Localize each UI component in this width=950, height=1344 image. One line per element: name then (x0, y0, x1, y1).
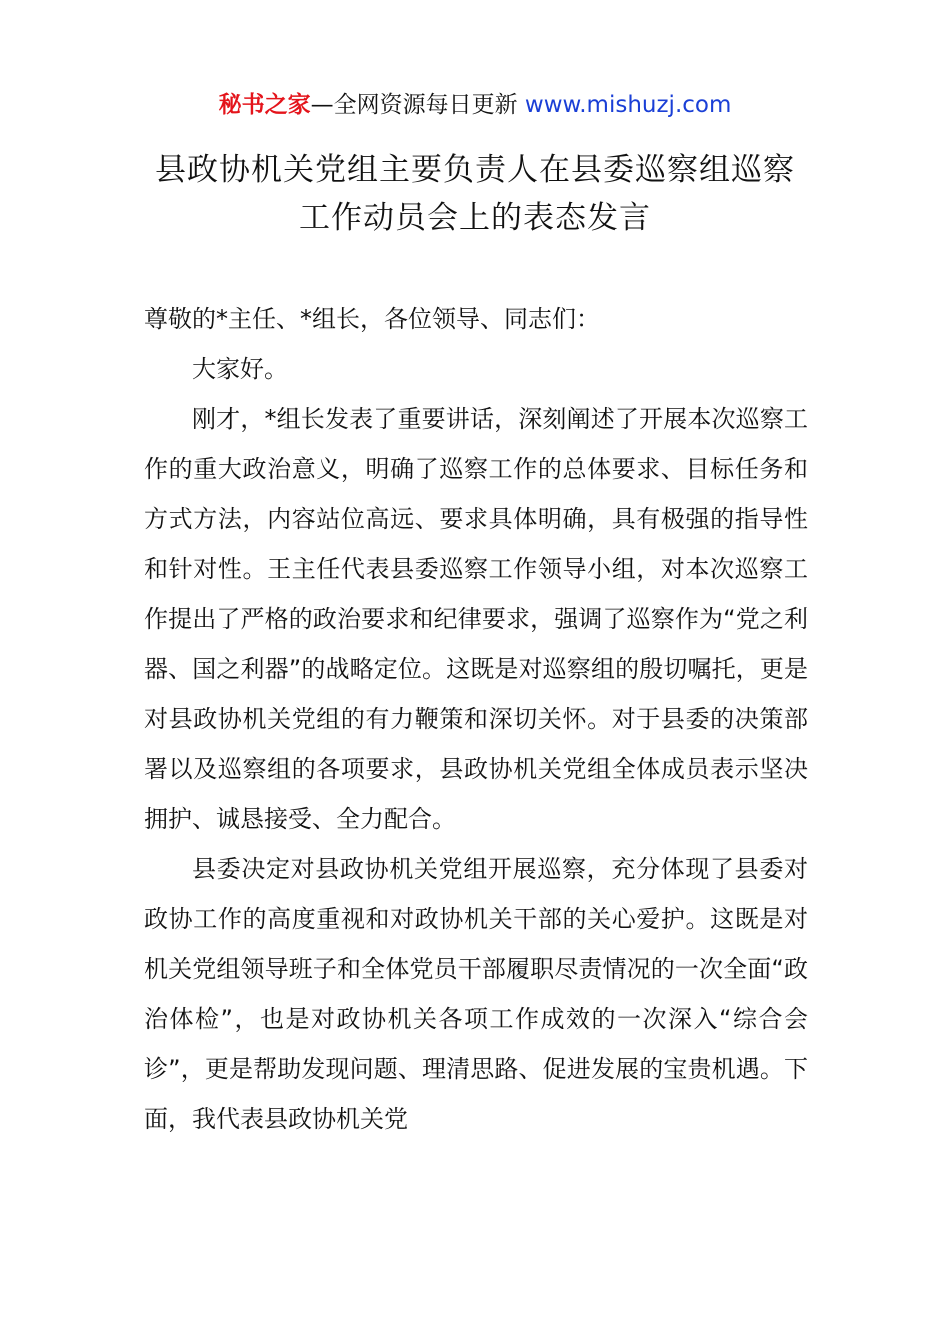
paragraph-greeting: 大家好。 (192, 355, 288, 383)
document-body (144, 294, 808, 1144)
salutation: 尊敬的*主任、*组长，各位领导、同志们： (144, 305, 600, 333)
paragraph-speech-response: 刚才，*组长发表了重要讲话，深刻阐述了开展本次巡察工作的重大政治意义，明确了巡察工作的总体要求、目标任务和方式方法，内容站位高远、要求具体明确，具有极强的指导性和针对性。王主任代表县委巡察工作领导小组，对本次巡察工作提出了严格的政治要求和纪律要求，强调了巡察作为“党之利器、国之利器”的战略定位。这既是对巡察组的殷切嘱托，更是对县政协机关党组的有力鞭策和深切关怀。对于县委的决策部署以及巡察组的各项要求，县政协机关党组全体成员表示坚决拥护、诚恳接受、全力配合。 (144, 405, 808, 833)
header-tagline: —全网资源每日更新 (310, 92, 525, 118)
title-line-2: 工作动员会上的表态发言 (299, 200, 651, 236)
brand-name: 秘书之家 (218, 92, 311, 118)
paragraph-inspection-significance: 县委决定对县政协机关党组开展巡察，充分体现了县委对政协工作的高度重视和对政协机关干部的关心爱护。这既是对机关党组领导班子和全体党员干部履职尽责情况的一次全面“政治体检”，也是对政协机关各项工作成效的一次深入“综合会诊”，更是帮助发现问题、理清思路、促进发展的宝贵机遇。下面，我代表县政协机关党 (144, 855, 808, 1133)
site-header (0, 88, 950, 122)
document-title (0, 146, 950, 242)
site-url-link[interactable]: www.mishuzj.com (524, 92, 732, 118)
title-line-1: 县政协机关党组主要负责人在县委巡察组巡察 (155, 152, 795, 188)
